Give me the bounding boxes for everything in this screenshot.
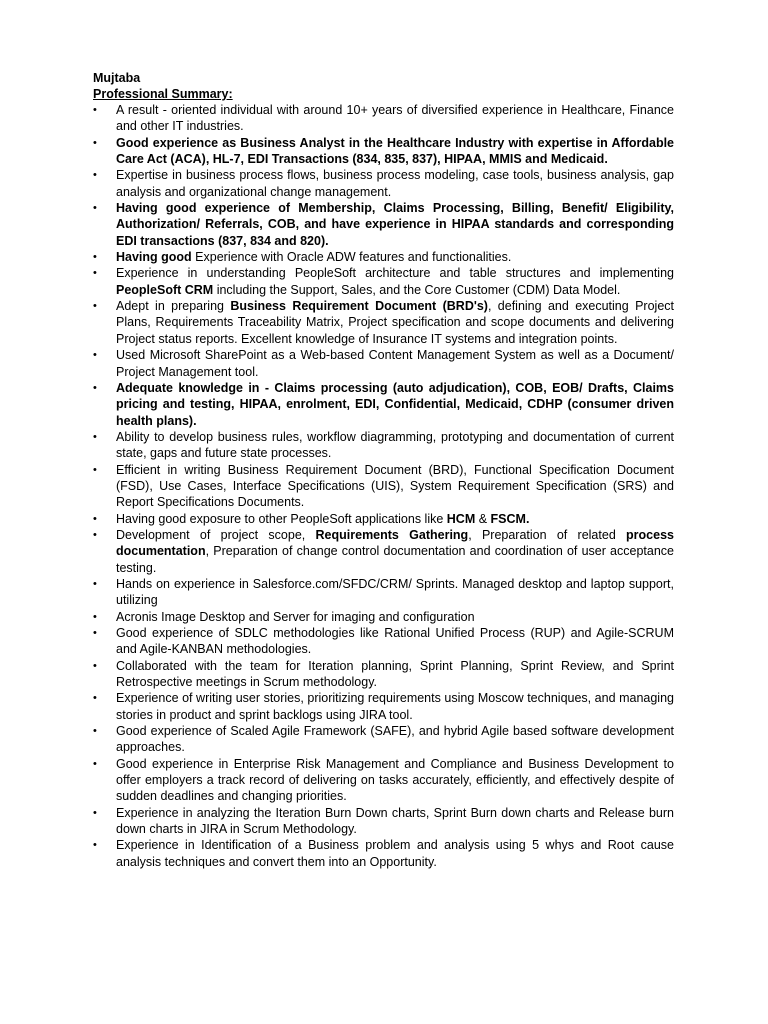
text-segment: Adept in preparing bbox=[116, 299, 231, 314]
bullet-icon: • bbox=[93, 463, 97, 476]
summary-item bbox=[93, 690, 674, 723]
text-segment: Experience in analyzing the Iteration Burn Down charts, Sprint Burn down charts and Release burn down charts in JIRA in Scrum Methodology. bbox=[116, 805, 674, 837]
bullet-icon: • bbox=[93, 528, 97, 541]
text-segment: A result - oriented individual with around 10+ years of diversified experience in Healthcare, Finance and other IT industries. bbox=[116, 103, 674, 134]
text-segment: Acronis Image Desktop and Server for imaging and configuration bbox=[116, 609, 475, 624]
bold-phrase: FSCM. bbox=[490, 511, 530, 526]
bullet-icon: • bbox=[93, 839, 97, 852]
bullet-icon: • bbox=[93, 806, 97, 819]
summary-item bbox=[93, 658, 674, 691]
summary-item-text bbox=[116, 348, 674, 378]
summary-item bbox=[93, 805, 674, 838]
bold-phrase: Having good bbox=[116, 250, 192, 265]
bold-phrase: Adequate knowledge in - Claims processing (auto adjudication), COB, EOB/ Drafts, Claims pricing and testing, HIPAA, enrolment, EDI, Confidential, Medicaid, CDHP (consumer driven health plans). bbox=[116, 380, 674, 428]
section-title: Professional Summary: bbox=[93, 87, 233, 101]
bullet-icon: • bbox=[93, 512, 97, 525]
summary-item-text bbox=[116, 577, 674, 607]
summary-item bbox=[93, 265, 674, 298]
bullet-icon: • bbox=[93, 627, 97, 639]
text-segment: Experience of writing user stories, prioritizing requirements using Moscow techniques, and managing stories in product and sprint backlogs using JIRA tool. bbox=[116, 691, 674, 722]
summary-item-text bbox=[116, 838, 674, 868]
summary-item bbox=[93, 462, 674, 511]
summary-item-text bbox=[116, 381, 674, 428]
summary-item bbox=[93, 347, 674, 380]
summary-item bbox=[93, 511, 674, 527]
summary-item-text bbox=[116, 168, 674, 198]
text-segment: Collaborated with the team for Iteration planning, Sprint Planning, Sprint Review, and Sprint Retrospective meetings in Scrum methodology. bbox=[116, 658, 674, 690]
bullet-icon: • bbox=[93, 349, 97, 362]
bold-phrase: HCM bbox=[446, 511, 476, 526]
summary-list bbox=[93, 102, 674, 870]
summary-item-text bbox=[116, 610, 475, 624]
text-segment: Experience in understanding PeopleSoft architecture and table structures and implementing bbox=[116, 266, 674, 281]
bullet-icon: • bbox=[93, 757, 97, 770]
summary-item-text bbox=[116, 528, 674, 575]
summary-item bbox=[93, 527, 674, 576]
bullet-icon: • bbox=[93, 251, 97, 264]
bullet-icon: • bbox=[93, 692, 97, 705]
bold-phrase: Business Requirement Document (BRD's) bbox=[230, 299, 488, 314]
text-segment: & bbox=[475, 511, 491, 526]
bold-phrase: Having good experience of Membership, Claims Processing, Billing, Benefit/ Eligibility, Authorization/ Referrals, COB, and have experience in HIPAA standards and corresponding EDI transactions (837, 834 and 820). bbox=[116, 201, 674, 248]
text-segment: , defining and executing Project Plans, Requirements Traceability Matrix, Project specification and scope documents and delivering Project status reports. Excellent knowledge of Insurance IT systems and integration points. bbox=[116, 299, 674, 346]
bullet-icon: • bbox=[93, 430, 97, 443]
summary-item bbox=[93, 135, 674, 168]
bold-phrase: Requirements Gathering bbox=[315, 527, 469, 542]
bullet-icon: • bbox=[93, 202, 97, 215]
text-segment: Experience in Identification of a Business problem and analysis using 5 whys and Root cause analysis techniques and convert them into an Opportunity. bbox=[116, 838, 674, 869]
bullet-icon: • bbox=[93, 169, 97, 182]
summary-item bbox=[93, 200, 674, 249]
summary-item bbox=[93, 249, 674, 265]
summary-item-text bbox=[116, 250, 511, 264]
text-segment: Having good exposure to other PeopleSoft applications like bbox=[116, 511, 447, 526]
summary-item bbox=[93, 837, 674, 870]
bullet-icon: • bbox=[93, 610, 97, 623]
bullet-icon: • bbox=[93, 659, 97, 672]
text-segment: Good experience of Scaled Agile Framework (SAFE), and hybrid Agile based software development approaches. bbox=[116, 724, 674, 755]
summary-item-text bbox=[116, 103, 674, 133]
summary-item-text bbox=[116, 299, 674, 346]
bold-phrase: Good experience as Business Analyst in the Healthcare Industry with expertise in Affordable Care Act (ACA), HL-7, EDI Transactions (834, 835, 837), HIPAA, MMIS and Medicaid. bbox=[116, 135, 674, 167]
candidate-name: Mujtaba bbox=[93, 71, 141, 85]
summary-item-text bbox=[116, 806, 674, 836]
bold-phrase: process documentation bbox=[116, 527, 674, 559]
bold-phrase: PeopleSoft CRM bbox=[116, 282, 214, 297]
bullet-icon: • bbox=[93, 104, 97, 116]
summary-item-text bbox=[116, 136, 674, 166]
bullet-icon: • bbox=[93, 300, 97, 313]
summary-item-text bbox=[116, 512, 529, 526]
summary-item bbox=[93, 167, 674, 200]
summary-item bbox=[93, 380, 674, 429]
summary-item bbox=[93, 723, 674, 756]
text-segment: Used Microsoft SharePoint as a Web-based Content Management System as well as a Document/ Project Management tool. bbox=[116, 348, 674, 379]
text-segment: Ability to develop business rules, workflow diagramming, prototyping and documentation of current state, gaps and future state processes. bbox=[116, 429, 674, 461]
summary-item-text bbox=[116, 201, 674, 248]
bullet-icon: • bbox=[93, 136, 97, 149]
bullet-icon: • bbox=[93, 267, 97, 280]
summary-item-text bbox=[116, 757, 674, 804]
bullet-icon: • bbox=[93, 577, 97, 590]
summary-item bbox=[93, 576, 674, 609]
summary-item bbox=[93, 102, 674, 135]
summary-item bbox=[93, 756, 674, 805]
text-segment: , Preparation of related bbox=[468, 527, 627, 542]
text-segment: Expertise in business process flows, business process modeling, case tools, business analysis, gap analysis and organizational change management. bbox=[116, 168, 674, 199]
summary-item-text bbox=[116, 430, 674, 460]
text-segment: Hands on experience in Salesforce.com/SFDC/CRM/ Sprints. Managed desktop and laptop support, utilizing bbox=[116, 576, 674, 608]
summary-item bbox=[93, 609, 674, 625]
resume-page bbox=[93, 70, 674, 870]
summary-item bbox=[93, 429, 674, 462]
bullet-icon: • bbox=[93, 725, 97, 738]
text-segment: Good experience of SDLC methodologies like Rational Unified Process (RUP) and Agile-SCRUM and Agile-KANBAN methodologies. bbox=[116, 626, 674, 657]
summary-item-text bbox=[116, 463, 674, 510]
summary-item bbox=[93, 625, 674, 658]
text-segment: Development of project scope, bbox=[116, 527, 316, 542]
text-segment: Good experience in Enterprise Risk Management and Compliance and Business Development to offer employers a track record of delivering on tasks accurately, efficiently, and effectively despite of sudden deadlines and changing priorities. bbox=[116, 756, 674, 804]
text-segment: Experience with Oracle ADW features and functionalities. bbox=[191, 250, 512, 265]
text-segment: Efficient in writing Business Requirement Document (BRD), Functional Specification Document (FSD), Use Cases, Interface Specifications (UIS), System Requirement Specification (SRS) and Report Specifications Documents. bbox=[116, 462, 674, 510]
text-segment: including the Support, Sales, and the Core Customer (CDM) Data Model. bbox=[213, 282, 621, 297]
summary-item-text bbox=[116, 691, 674, 721]
summary-item-text bbox=[116, 266, 674, 296]
summary-item-text bbox=[116, 659, 674, 689]
summary-item-text bbox=[116, 724, 674, 754]
summary-item bbox=[93, 298, 674, 347]
bullet-icon: • bbox=[93, 381, 97, 394]
text-segment: , Preparation of change control documentation and coordination of user acceptance testing. bbox=[116, 544, 674, 575]
summary-item-text bbox=[116, 626, 674, 656]
